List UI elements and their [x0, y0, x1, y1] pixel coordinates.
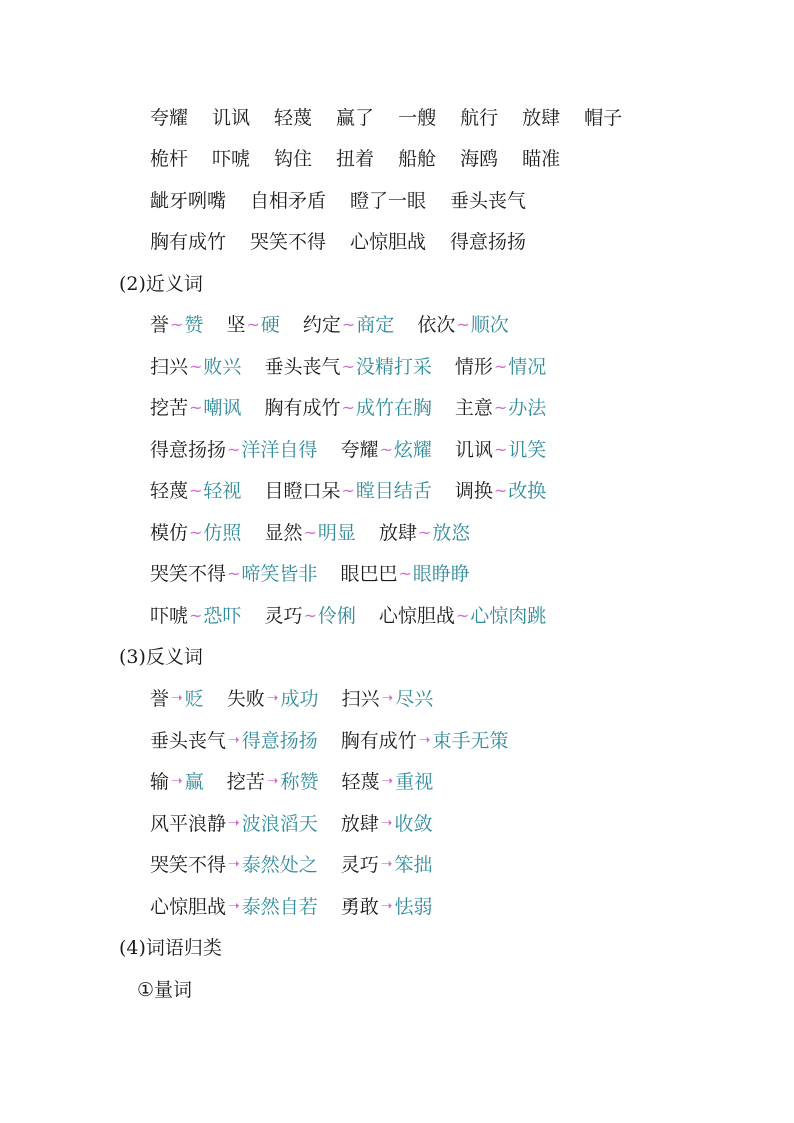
- tilde-connector: ~: [417, 523, 432, 542]
- tilde-connector: ~: [379, 440, 393, 459]
- antonyms-heading: [119, 642, 203, 672]
- pair-answer: 成竹在胸: [355, 397, 432, 419]
- pair-term: 哭笑不得: [150, 854, 227, 876]
- tilde-connector: ~: [341, 398, 355, 417]
- vocab-word: 船舱: [398, 148, 437, 170]
- arrow-icon: ➝: [381, 773, 394, 789]
- synonym-row-2: [150, 352, 546, 382]
- vocab-word: 哭笑不得: [250, 231, 327, 253]
- vocab-word: 得意扬扬: [450, 231, 527, 253]
- vocab-word: 轻蔑: [274, 107, 313, 129]
- vocab-word: 吓唬: [212, 148, 251, 170]
- synonyms-heading: [119, 269, 203, 299]
- pair-term: 哭笑不得: [150, 563, 227, 585]
- arrow-icon: ➝: [266, 690, 279, 706]
- pair-term: 主意: [454, 397, 493, 419]
- tilde-connector: ~: [493, 481, 508, 500]
- vocab-word: 胸有成竹: [150, 231, 227, 253]
- pair-answer: 尽兴: [395, 688, 434, 710]
- arrow-icon: ➝: [171, 690, 183, 706]
- tilde-connector: ~: [227, 564, 241, 583]
- vocab-word: 心惊胆战: [350, 231, 427, 253]
- pair-answer: 成功: [280, 688, 319, 710]
- pair-term: 夸耀: [340, 439, 379, 461]
- pair-term: 轻蔑: [150, 480, 189, 502]
- vocab-row-1: [150, 103, 622, 133]
- tilde-connector: ~: [246, 315, 260, 334]
- pair-answer: 洋洋自得: [241, 439, 318, 461]
- synonym-row-4: [150, 435, 546, 465]
- pair-answer: 明显: [317, 522, 356, 544]
- tilde-connector: ~: [189, 357, 203, 376]
- pair-answer: 收敛: [394, 813, 433, 835]
- pair-term: 坚: [226, 314, 246, 336]
- arrow-icon: ➝: [228, 732, 240, 748]
- pair-term: 心惊胆战: [378, 605, 455, 627]
- pair-answer: 情况: [508, 356, 547, 378]
- pair-answer: 仿照: [203, 522, 242, 544]
- vocab-word: 瞄准: [522, 148, 561, 170]
- pair-term: 勇敢: [340, 896, 379, 918]
- antonym-row-4: [150, 809, 433, 839]
- arrow-icon: ➝: [380, 856, 393, 872]
- pair-term: 灵巧: [340, 854, 379, 876]
- pair-answer: 商定: [356, 314, 395, 336]
- pair-answer: 贬: [184, 688, 204, 710]
- tilde-connector: ~: [170, 315, 184, 334]
- vocab-word: 海鸥: [460, 148, 499, 170]
- pair-term: 吓唬: [150, 605, 189, 627]
- pair-answer: 恐吓: [203, 605, 242, 627]
- pair-answer: 放恣: [432, 522, 471, 544]
- synonym-row-6: [150, 518, 470, 548]
- pair-answer: 笨拙: [394, 854, 433, 876]
- pair-term: 扫兴: [150, 356, 189, 378]
- arrow-icon: ➝: [381, 690, 394, 706]
- tilde-connector: ~: [493, 357, 508, 376]
- pair-answer: 瞠目结舌: [355, 480, 432, 502]
- pair-answer: 伶俐: [317, 605, 356, 627]
- tilde-connector: ~: [303, 523, 317, 542]
- tilde-connector: ~: [341, 481, 355, 500]
- tilde-connector: ~: [493, 398, 508, 417]
- pair-answer: 轻视: [203, 480, 242, 502]
- tilde-connector: ~: [189, 606, 203, 625]
- tilde-connector: ~: [189, 523, 203, 542]
- tilde-connector: ~: [189, 481, 203, 500]
- tilde-connector: ~: [398, 564, 412, 583]
- pair-term: 放肆: [340, 813, 379, 835]
- pair-answer: 办法: [508, 397, 547, 419]
- vocab-row-4: [150, 227, 526, 257]
- pair-term: 灵巧: [264, 605, 303, 627]
- pair-answer: 得意扬扬: [241, 730, 318, 752]
- pair-term: 胸有成竹: [264, 397, 341, 419]
- pair-term: 誉: [150, 314, 170, 336]
- pair-answer: 眼睁睁: [412, 563, 470, 585]
- pair-answer: 重视: [395, 771, 434, 793]
- synonym-row-3: [150, 393, 546, 423]
- arrow-icon: ➝: [380, 898, 393, 914]
- vocab-word: 垂头丧气: [450, 190, 527, 212]
- synonym-row-7: [150, 559, 470, 589]
- synonym-row-8: [150, 601, 546, 631]
- vocab-word: 讥讽: [212, 107, 251, 129]
- pair-answer: 赢: [184, 771, 204, 793]
- pair-answer: 嘲讽: [203, 397, 242, 419]
- pair-answer: 束手无策: [432, 730, 509, 752]
- arrow-icon: ➝: [380, 815, 393, 831]
- synonyms-heading-text: (2)近义词: [119, 273, 203, 295]
- pair-answer: 讥笑: [508, 439, 547, 461]
- tilde-connector: ~: [227, 440, 241, 459]
- vocab-row-2: [150, 144, 560, 174]
- pair-term: 约定: [302, 314, 341, 336]
- pair-term: 胸有成竹: [340, 730, 417, 752]
- vocab-word: 帽子: [584, 107, 623, 129]
- pair-term: 扫兴: [341, 688, 380, 710]
- vocab-word: 瞪了一眼: [350, 190, 427, 212]
- vocab-word: 一艘: [398, 107, 437, 129]
- pair-term: 失败: [226, 688, 265, 710]
- pair-answer: 怯弱: [394, 896, 433, 918]
- tilde-connector: ~: [455, 606, 470, 625]
- pair-term: 垂头丧气: [264, 356, 341, 378]
- vocab-word: 放肆: [522, 107, 561, 129]
- pair-answer: 泰然处之: [241, 854, 318, 876]
- pair-term: 模仿: [150, 522, 189, 544]
- pair-term: 放肆: [378, 522, 417, 544]
- pair-term: 心惊胆战: [150, 896, 227, 918]
- vocab-word: 赢了: [336, 107, 375, 129]
- pair-term: 依次: [417, 314, 456, 336]
- classification-heading-text: (4)词语归类: [119, 937, 222, 959]
- arrow-icon: ➝: [228, 815, 240, 831]
- synonym-row-1: [150, 310, 509, 340]
- tilde-connector: ~: [493, 440, 508, 459]
- arrow-icon: ➝: [228, 898, 240, 914]
- pair-answer: 泰然自若: [241, 896, 318, 918]
- pair-answer: 称赞: [280, 771, 319, 793]
- vocab-word: 扭着: [336, 148, 375, 170]
- vocab-word: 航行: [460, 107, 499, 129]
- pair-term: 挖苦: [150, 397, 189, 419]
- pair-answer: 波浪滔天: [241, 813, 318, 835]
- arrow-icon: ➝: [228, 856, 240, 872]
- pair-term: 调换: [454, 480, 493, 502]
- arrow-icon: ➝: [171, 773, 183, 789]
- vocab-word: 钩住: [274, 148, 313, 170]
- pair-answer: 改换: [508, 480, 547, 502]
- pair-term: 眼巴巴: [340, 563, 398, 585]
- vocab-word: 自相矛盾: [250, 190, 327, 212]
- measure-words-label: ①量词: [137, 979, 193, 1001]
- pair-answer: 顺次: [470, 314, 509, 336]
- pair-answer: 硬: [260, 314, 280, 336]
- pair-term: 得意扬扬: [150, 439, 227, 461]
- pair-term: 情形: [454, 356, 493, 378]
- arrow-icon: ➝: [418, 732, 431, 748]
- pair-answer: 败兴: [203, 356, 242, 378]
- pair-term: 讥讽: [454, 439, 493, 461]
- pair-term: 挖苦: [226, 771, 265, 793]
- pair-answer: 炫耀: [393, 439, 432, 461]
- antonyms-heading-text: (3)反义词: [119, 646, 203, 668]
- pair-answer: 没精打采: [355, 356, 432, 378]
- tilde-connector: ~: [341, 315, 356, 334]
- pair-term: 垂头丧气: [150, 730, 227, 752]
- pair-answer: 赞: [184, 314, 204, 336]
- vocab-word: 龇牙咧嘴: [150, 190, 227, 212]
- classification-subheading: [137, 975, 192, 1005]
- tilde-connector: ~: [189, 398, 203, 417]
- antonym-row-6: [150, 892, 433, 922]
- pair-term: 目瞪口呆: [264, 480, 341, 502]
- antonym-row-5: [150, 850, 433, 880]
- pair-answer: 心惊肉跳: [470, 605, 547, 627]
- vocab-word: 夸耀: [150, 107, 189, 129]
- antonym-row-2: [150, 726, 509, 756]
- synonym-row-5: [150, 476, 546, 506]
- pair-term: 风平浪静: [150, 813, 227, 835]
- pair-term: 输: [150, 771, 170, 793]
- antonym-row-3: [150, 767, 433, 797]
- antonym-row-1: [150, 684, 433, 714]
- classification-heading: [119, 933, 222, 963]
- tilde-connector: ~: [456, 315, 470, 334]
- tilde-connector: ~: [303, 606, 317, 625]
- arrow-icon: ➝: [266, 773, 279, 789]
- vocab-row-3: [150, 186, 526, 216]
- pair-answer: 啼笑皆非: [241, 563, 318, 585]
- pair-term: 誉: [150, 688, 170, 710]
- pair-term: 轻蔑: [341, 771, 380, 793]
- pair-term: 显然: [264, 522, 303, 544]
- tilde-connector: ~: [341, 357, 355, 376]
- vocab-word: 桅杆: [150, 148, 189, 170]
